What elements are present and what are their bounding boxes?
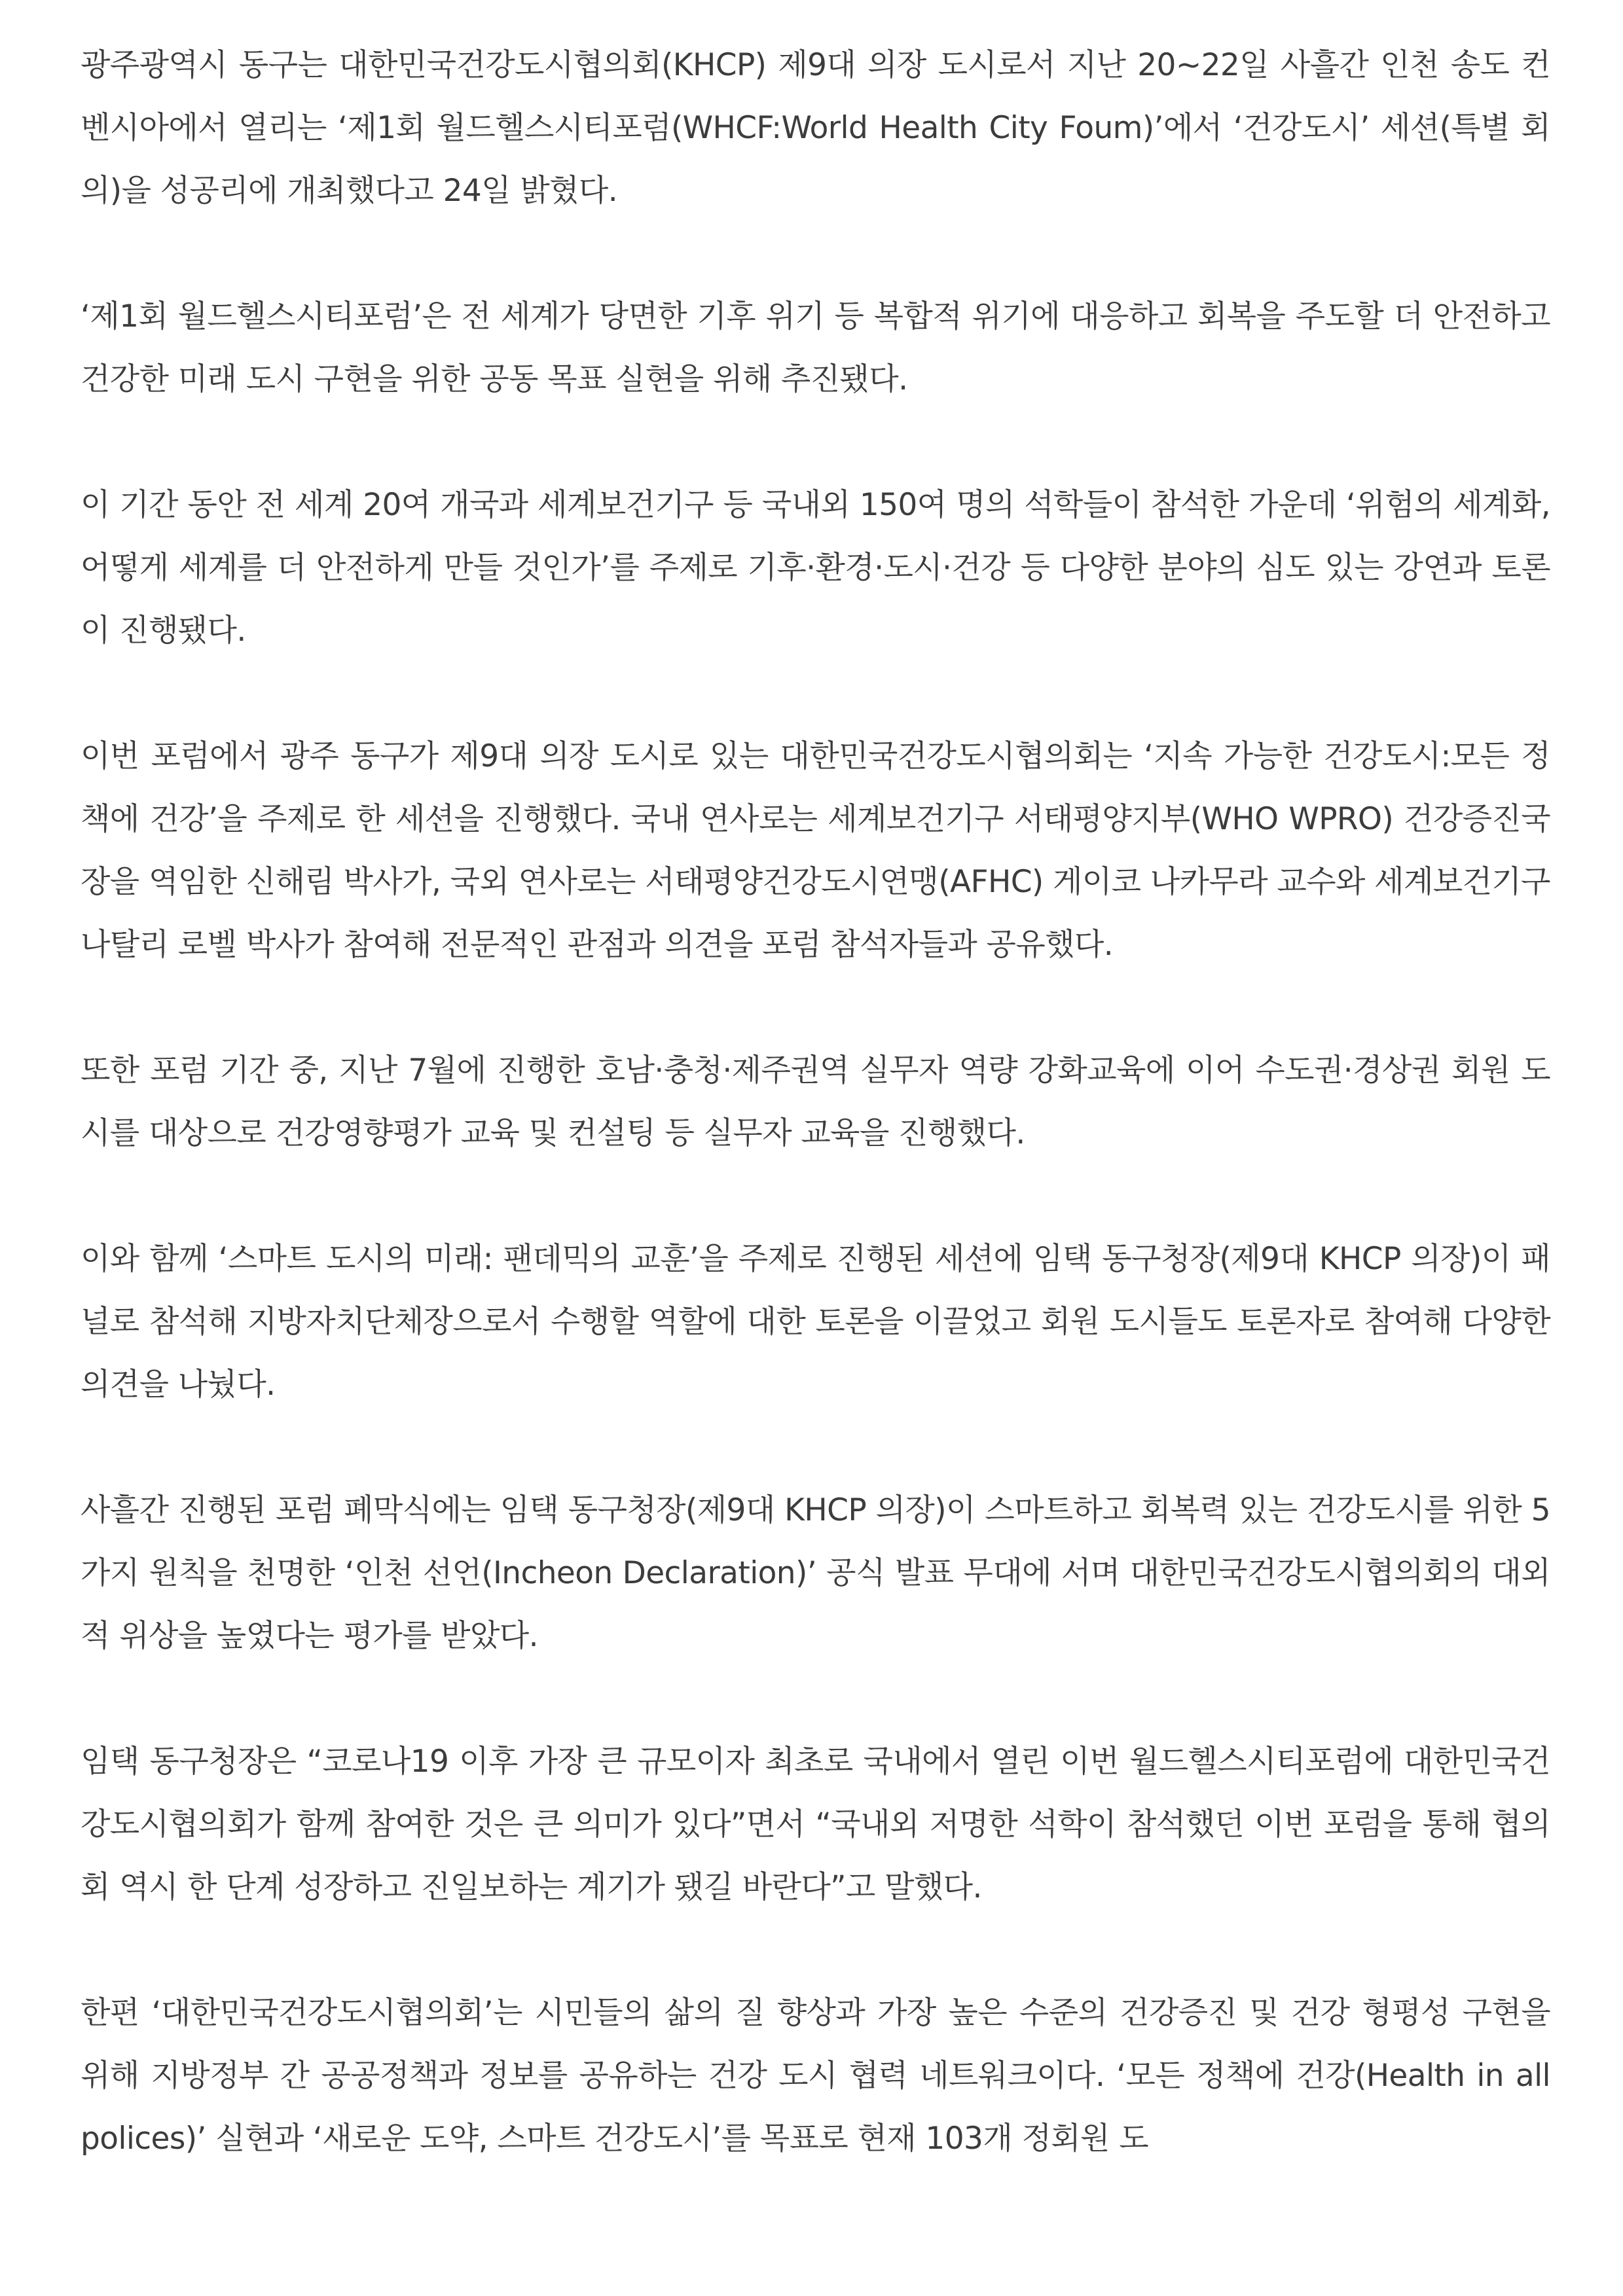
paragraph-training: 또한 포럼 기간 중, 지난 7월에 진행한 호남·충청·제주권역 실무자 역량 강화교육에 이어 수도권·경상권 회원 도시를 대상으로 건강영향평가 교육 및 컨설팅 등 실무자 교육을 진행했다. xyxy=(81,1052,1550,1151)
paragraph-intro: 광주광역시 동구는 대한민국건강도시협의회(KHCP) 제9대 의장 도시로서 지난 20~22일 사흘간 인천 송도 컨벤시아에서 열리는 ‘제1회 월드헬스시티포럼(WHCF:World Health City Foum)’에서 ‘건강도시’ 세션(특별 회의)을 성공리에 개최했다고 24일 밝혔다. xyxy=(81,47,1550,209)
paragraph-quote: 임택 동구청장은 “코로나19 이후 가장 큰 규모이자 최초로 국내에서 열린 이번 월드헬스시티포럼에 대한민국건강도시협의회가 함께 참여한 것은 큰 의미가 있다”면서 “국내외 저명한 석학이 참석했던 이번 포럼을 통해 협의회 역시 한 단계 성장하고 진일보하는 계기가 됐길 바란다”고 말했다. xyxy=(81,1744,1550,1905)
paragraph-forum-purpose: ‘제1회 월드헬스시티포럼’은 전 세계가 당면한 기후 위기 등 복합적 위기에 대응하고 회복을 주도할 더 안전하고 건강한 미래 도시 구현을 위한 공동 목표 실현을 위해 추진됐다. xyxy=(81,298,1550,397)
article-body xyxy=(81,34,1550,2170)
paragraph-participants: 이 기간 동안 전 세계 20여 개국과 세계보건기구 등 국내외 150여 명의 석학들이 참석한 가운데 ‘위험의 세계화, 어떻게 세계를 더 안전하게 만들 것인가’를 주제로 기후·환경·도시·건강 등 다양한 분야의 심도 있는 강연과 토론이 진행됐다. xyxy=(81,487,1550,649)
paragraph-declaration: 사흘간 진행된 포럼 폐막식에는 임택 동구청장(제9대 KHCP 의장)이 스마트하고 회복력 있는 건강도시를 위한 5가지 원칙을 천명한 ‘인천 선언(Incheon Declaration)’ 공식 발표 무대에 서며 대한민국건강도시협의회의 대외적 위상을 높였다는 평가를 받았다. xyxy=(81,1492,1550,1654)
paragraph-panel: 이와 함께 ‘스마트 도시의 미래: 팬데믹의 교훈’을 주제로 진행된 세션에 임택 동구청장(제9대 KHCP 의장)이 패널로 참석해 지방자치단체장으로서 수행할 역할에 대한 토론을 이끌었고 회원 도시들도 토론자로 참여해 다양한 의견을 나눴다. xyxy=(81,1241,1550,1403)
paragraph-about-khcp: 한편 ‘대한민국건강도시협의회’는 시민들의 삶의 질 향상과 가장 높은 수준의 건강증진 및 건강 형평성 구현을 위해 지방정부 간 공공정책과 정보를 공유하는 건강 도시 협력 네트워크이다. ‘모든 정책에 건강(Health in all polices)’ 실현과 ‘새로운 도약, 스마트 건강도시’를 목표로 현재 103개 정회원 도 xyxy=(81,1995,1550,2157)
paragraph-session: 이번 포럼에서 광주 동구가 제9대 의장 도시로 있는 대한민국건강도시협의회는 ‘지속 가능한 건강도시:모든 정책에 건강’을 주제로 한 세션을 진행했다. 국내 연사로는 세계보건기구 서태평양지부(WHO WPRO) 건강증진국장을 역임한 신해림 박사가, 국외 연사로는 서태평양건강도시연맹(AFHC) 게이코 나카무라 교수와 세계보건기구 나탈리 로벨 박사가 참여해 전문적인 관점과 의견을 포럼 참석자들과 공유했다. xyxy=(81,738,1550,963)
